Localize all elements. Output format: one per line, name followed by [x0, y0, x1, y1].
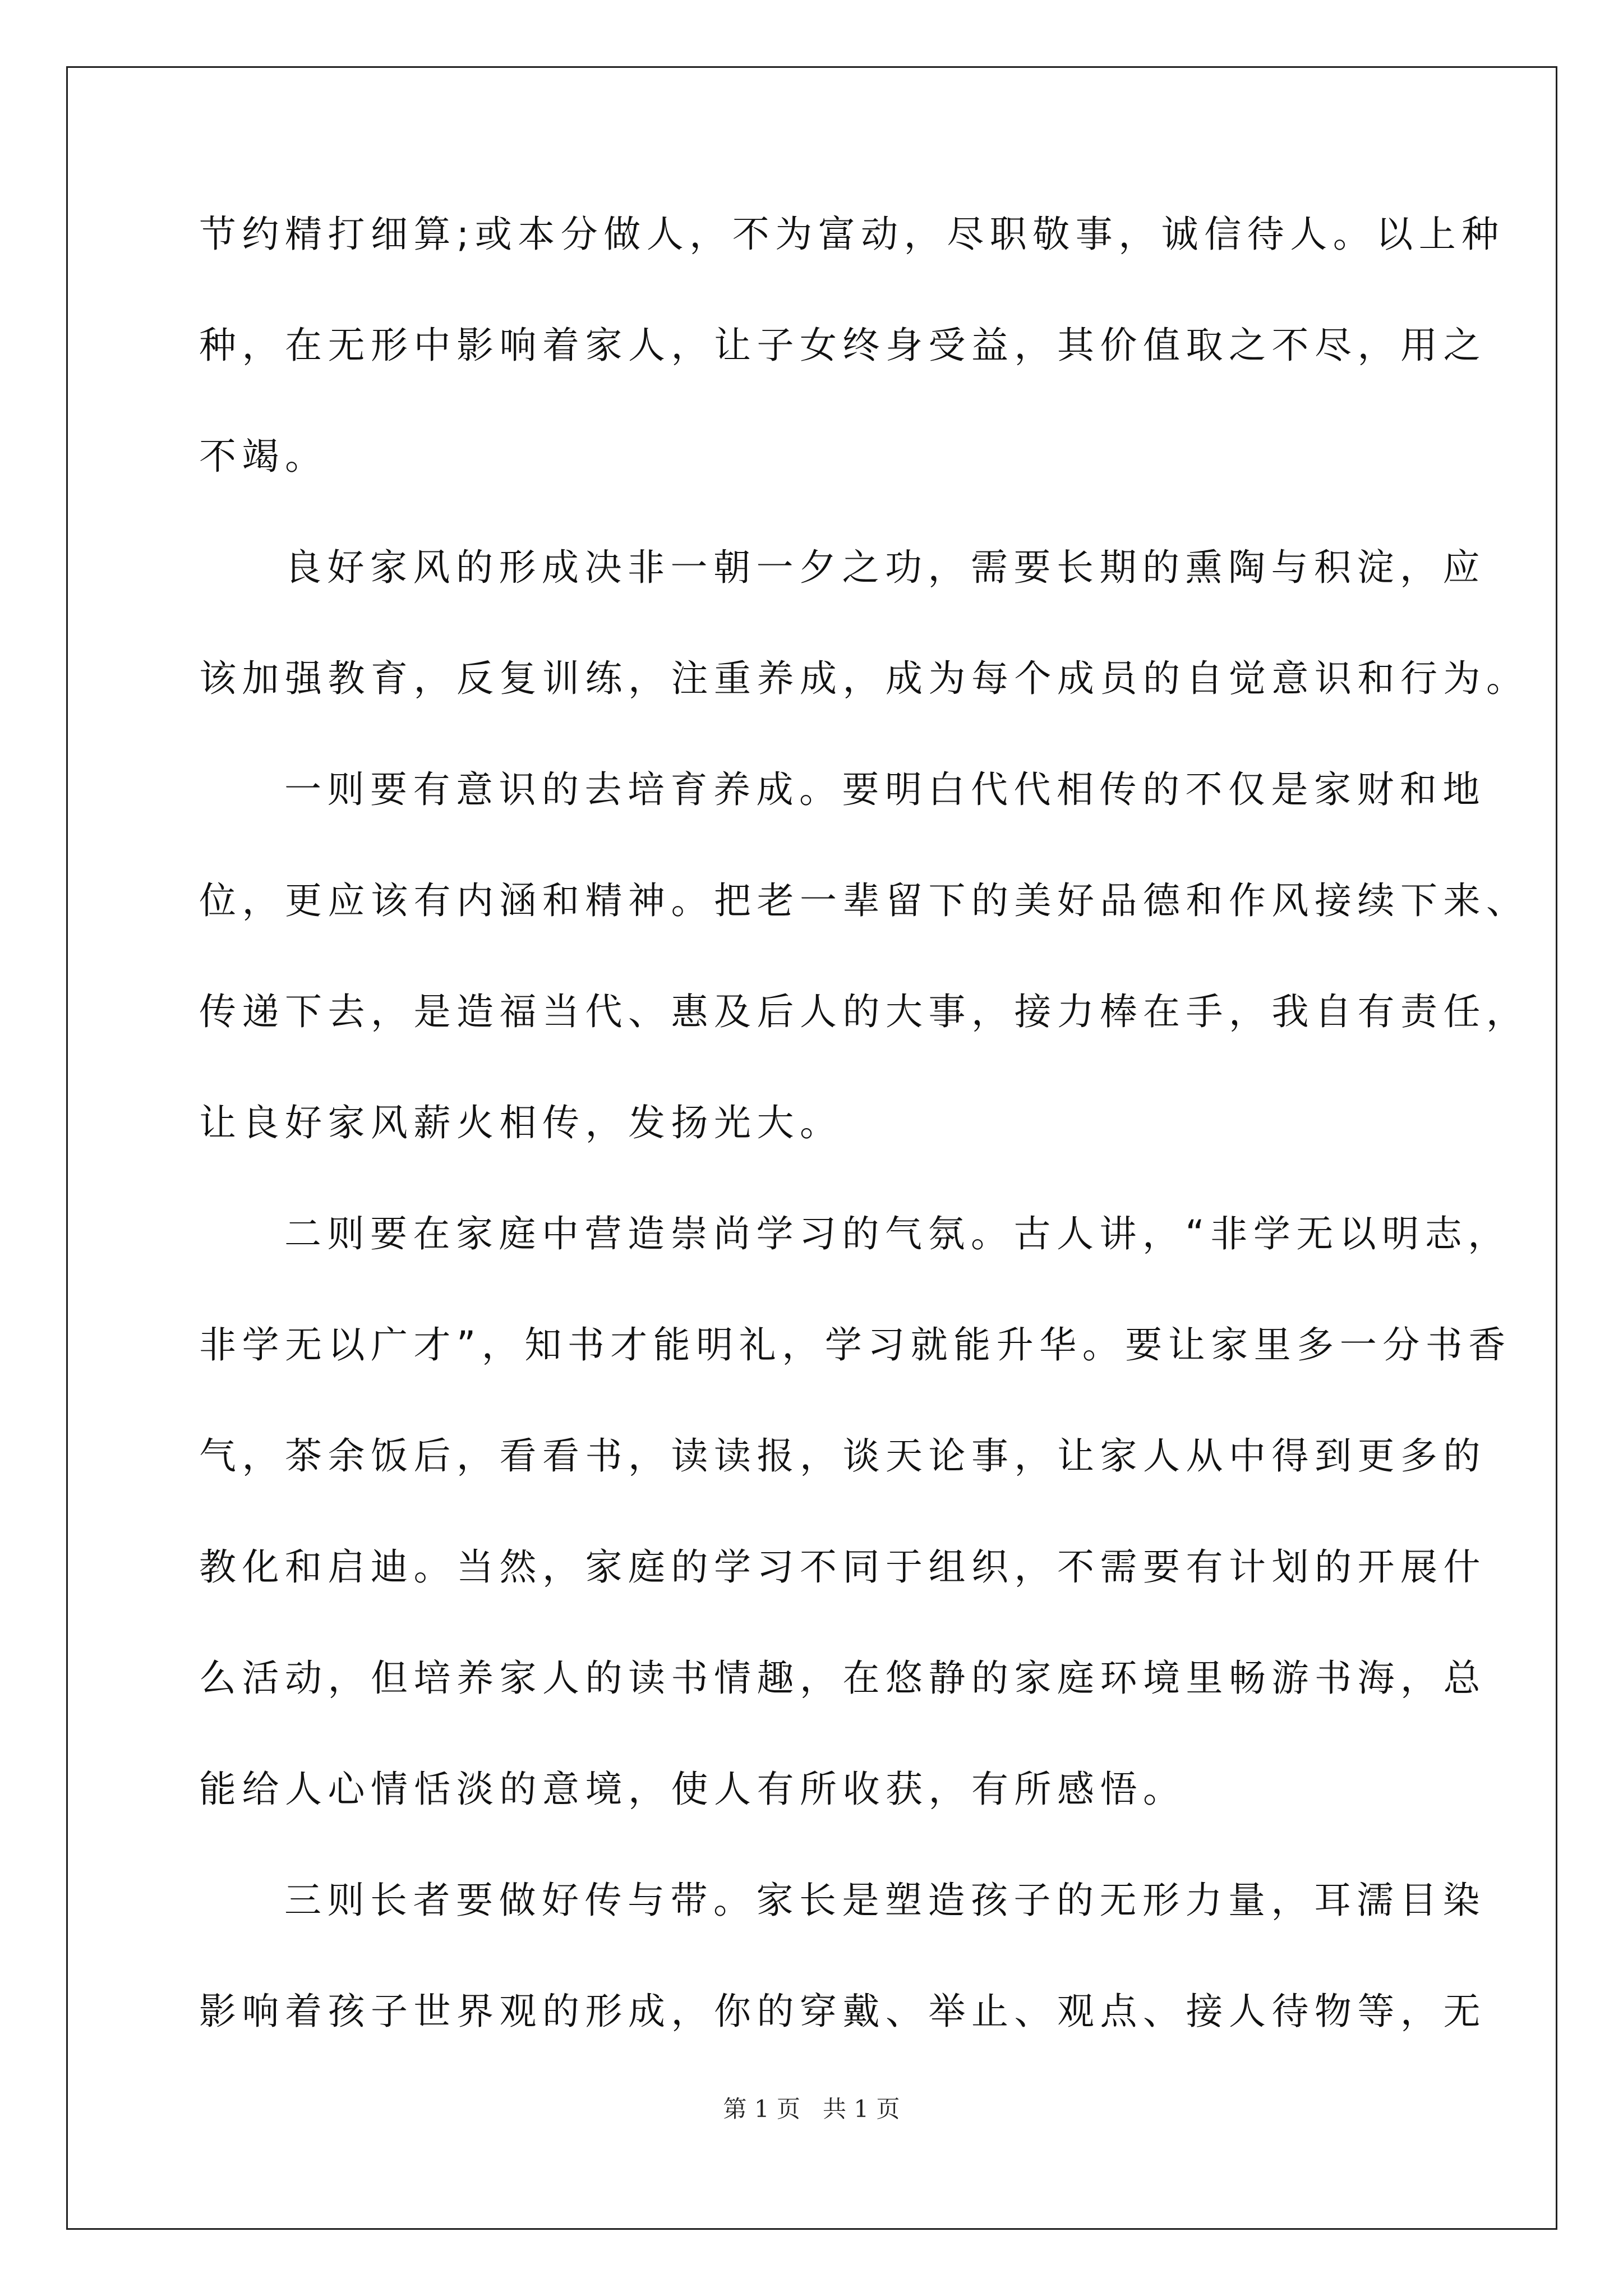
- text-line: 不竭。: [199, 435, 328, 478]
- text-line: 非学无以广才”，知书才能明礼，学习就能升华。要让家里多一分书香: [199, 1323, 1511, 1366]
- paragraph-first-line: 良好家风的形成决非一朝一夕之功，需要长期的熏陶与积淀，应: [284, 546, 1486, 589]
- text-line: 么活动，但培养家人的读书情趣，在悠静的家庭环境里畅游书海，总: [199, 1657, 1486, 1700]
- text-line: 教化和启迪。当然，家庭的学习不同于组织，不需要有计划的开展什: [199, 1545, 1486, 1589]
- text-line: 影响着孩子世界观的形成，你的穿戴、举止、观点、接人待物等，无: [199, 1990, 1486, 2033]
- text-line: 位，更应该有内涵和精神。把老一辈留下的美好品德和作风接续下来、: [199, 879, 1529, 922]
- paragraph-first-line: 三则长者要做好传与带。家长是塑造孩子的无形力量，耳濡目染: [284, 1879, 1486, 1922]
- document-body: [199, 213, 1529, 2033]
- paragraph-first-line: 一则要有意识的去培育养成。要明白代代相传的不仅是家财和地: [284, 768, 1486, 811]
- text-line: 种，在无形中影响着家人，让子女终身受益，其价值取之不尽，用之: [199, 324, 1486, 367]
- page-footer: 第 1 页 共 1 页: [723, 2095, 900, 2123]
- text-line: 传递下去，是造福当代、惠及后人的大事，接力棒在手，我自有责任，: [199, 990, 1529, 1033]
- text-line: 能给人心情恬淡的意境，使人有所收获，有所感悟。: [199, 1768, 1186, 1811]
- paragraph-first-line: 二则要在家庭中营造崇尚学习的气氛。古人讲，“非学无以明志，: [284, 1212, 1511, 1255]
- text-line: 气，茶余饭后，看看书，读读报，谈天论事，让家人从中得到更多的: [199, 1434, 1486, 1478]
- text-line: 该加强教育，反复训练，注重养成，成为每个成员的自觉意识和行为。: [199, 657, 1529, 700]
- text-line: 节约精打细算;或本分做人，不为富动，尽职敬事，诚信待人。以上种: [199, 213, 1505, 256]
- text-line: 让良好家风薪火相传，发扬光大。: [199, 1101, 843, 1144]
